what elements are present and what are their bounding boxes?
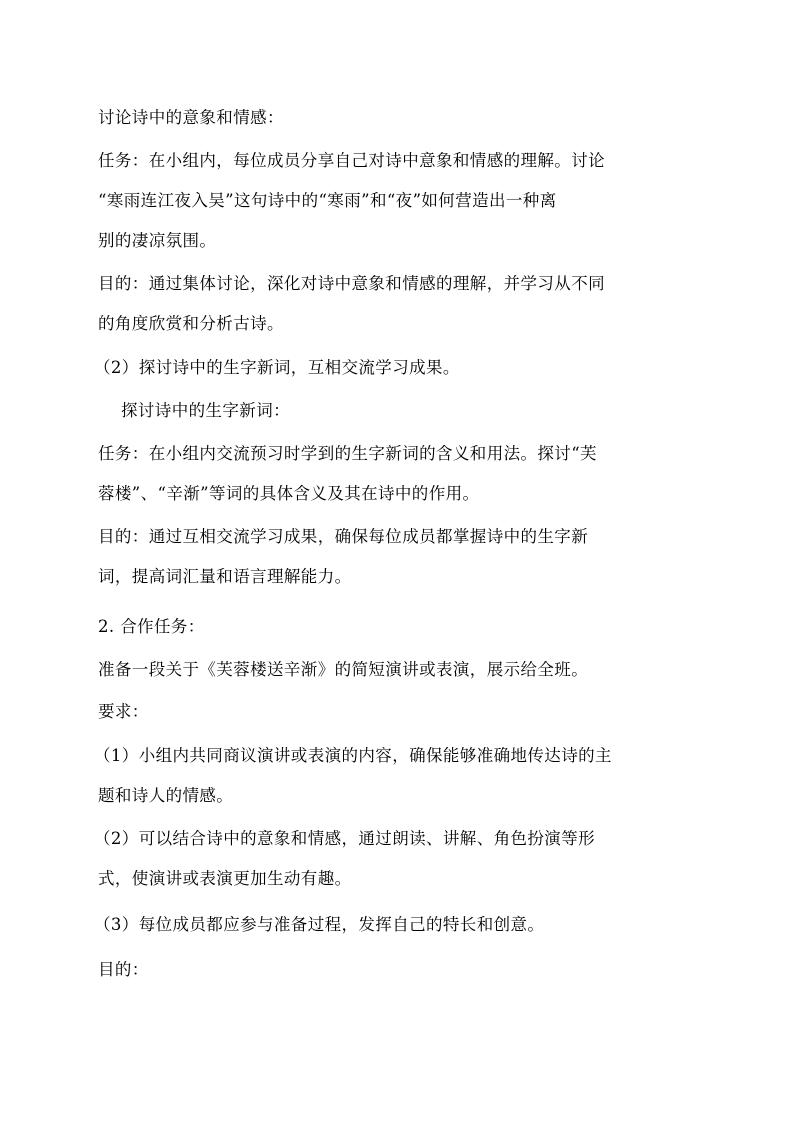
requirement-1-line-1: （1）小组内共同商议演讲或表演的内容，确保能够准确地传达诗的主 [94, 746, 612, 765]
prepare-line: 准备一段关于《芙蓉楼送辛渐》的简短演讲或表演，展示给全班。 [98, 660, 589, 679]
task-line-2: “寒雨连江夜入吴”这句诗中的“寒雨”和“夜”如何营造出一种离 [98, 191, 557, 210]
task-line-1: 任务：在小组内，每位成员分享自己对诗中意象和情感的理解。讨论 [98, 151, 605, 170]
vocab-heading: 探讨诗中的生字新词： [121, 401, 290, 420]
vocab-purpose-line-2: 词，提高词汇量和语言理解能力。 [98, 567, 352, 586]
vocab-purpose-line-1: 目的：通过互相交流学习成果，确保每位成员都掌握诗中的生字新 [98, 527, 589, 546]
section-2-heading: （2）探讨诗中的生字新词，互相交流学习成果。 [94, 358, 460, 377]
requirement-3-line: （3）每位成员都应参与准备过程，发挥自己的特长和创意。 [94, 915, 545, 934]
vocab-task-line-1: 任务：在小组内交流预习时学到的生字新词的含义和用法。探讨“芙 [98, 444, 597, 463]
requirement-2-line-1: （2）可以结合诗中的意象和情感，通过朗读、讲解、角色扮演等形 [94, 829, 595, 848]
discussion-heading: 讨论诗中的意象和情感： [98, 108, 284, 127]
cooperation-task-heading: 2. 合作任务： [98, 617, 205, 636]
requirement-1-line-2: 题和诗人的情感。 [98, 786, 234, 805]
requirements-heading: 要求： [98, 702, 149, 721]
vocab-task-line-2: 蓉楼”、“辛渐”等词的具体含义及其在诗中的作用。 [98, 484, 480, 503]
final-purpose-heading: 目的： [98, 960, 149, 979]
purpose-line-1: 目的：通过集体讨论，深化对诗中意象和情感的理解，并学习从不同 [98, 274, 605, 293]
purpose-line-2: 的角度欣赏和分析古诗。 [98, 314, 284, 333]
requirement-2-line-2: 式，使演讲或表演更加生动有趣。 [98, 869, 352, 888]
task-line-3: 别的凄凉氛围。 [98, 231, 217, 250]
